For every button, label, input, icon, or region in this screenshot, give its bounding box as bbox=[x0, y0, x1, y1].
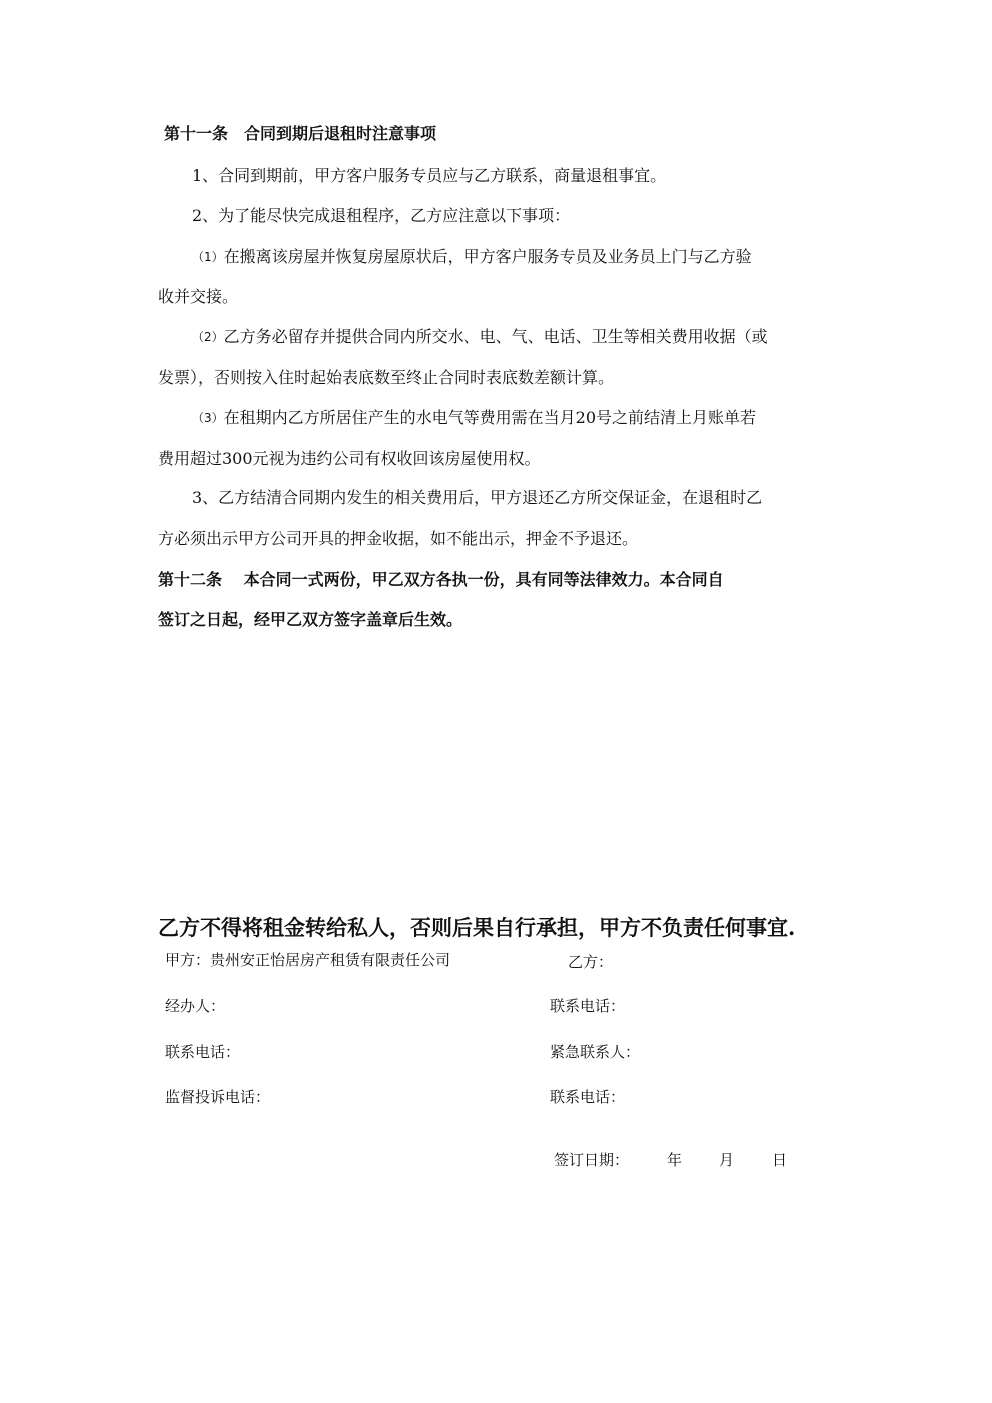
article-11-item-3-line-2: 方必须出示甲方公司开具的押金收据，如不能出示，押金不予退还。 bbox=[158, 529, 639, 548]
article-11-sub-3-line-2: 费用超过300元视为违约公司有权收回该房屋使用权。 bbox=[158, 449, 541, 468]
article-12-line-2: 签订之日起，经甲乙双方签字盖章后生效。 bbox=[158, 610, 463, 629]
article-11-sub-1-line-1 bbox=[192, 247, 752, 267]
article-11-item-1: 1、合同到期前，甲方客户服务专员应与乙方联系，商量退租事宜。 bbox=[192, 166, 667, 185]
article-11-sub-2-line-1 bbox=[192, 327, 768, 347]
signing-date-year: 年 bbox=[667, 1151, 683, 1169]
signing-date-day: 日 bbox=[772, 1151, 788, 1169]
party-b-label: 乙方： bbox=[568, 953, 614, 971]
emergency-phone-label: 联系电话： bbox=[550, 1088, 626, 1106]
article-11-sub-3-line-1 bbox=[192, 408, 756, 428]
complaint-phone-label: 监督投诉电话： bbox=[165, 1088, 271, 1106]
sub-2-text: 乙方务必留存并提供合同内所交水、电、气、电话、卫生等相关费用收据（或 bbox=[223, 327, 768, 346]
article-11-item-3-line-1: 3、乙方结清合同期内发生的相关费用后，甲方退还乙方所交保证金，在退租时乙 bbox=[192, 488, 763, 507]
article-11-heading: 第十一条 合同到期后退租时注意事项 bbox=[164, 124, 437, 143]
party-a-label: 甲方：贵州安正怡居房产租赁有限责任公司 bbox=[165, 951, 451, 969]
sub-3-text: 在租期内乙方所居住产生的水电气等费用需在当月20号之前结清上月账单若 bbox=[223, 408, 757, 427]
sub-1-number: （1） bbox=[192, 250, 224, 264]
party-b-phone-label: 联系电话： bbox=[550, 997, 626, 1015]
article-11-sub-1-line-2: 收并交接。 bbox=[158, 287, 239, 306]
signing-date-month: 月 bbox=[719, 1151, 735, 1169]
signing-date-label: 签订日期： bbox=[554, 1151, 630, 1169]
sub-2-number: （2） bbox=[192, 330, 224, 344]
rent-payment-notice: 乙方不得将租金转给私人，否则后果自行承担，甲方不负责任何事宜. bbox=[158, 915, 796, 940]
article-11-item-2: 2、为了能尽快完成退租程序，乙方应注意以下事项： bbox=[192, 206, 571, 225]
sub-3-number: （3） bbox=[192, 411, 224, 425]
emergency-contact-label: 紧急联系人： bbox=[550, 1043, 641, 1061]
article-11-sub-2-line-2: 发票），否则按入住时起始表底数至终止合同时表底数差额计算。 bbox=[158, 368, 615, 387]
party-a-phone-label: 联系电话： bbox=[165, 1043, 241, 1061]
agent-label: 经办人： bbox=[165, 997, 226, 1015]
sub-1-text: 在搬离该房屋并恢复房屋原状后，甲方客户服务专员及业务员上门与乙方验 bbox=[223, 247, 752, 266]
article-12-line-1: 第十二条 本合同一式两份，甲乙双方各执一份，具有同等法律效力。本合同自 bbox=[158, 570, 724, 589]
